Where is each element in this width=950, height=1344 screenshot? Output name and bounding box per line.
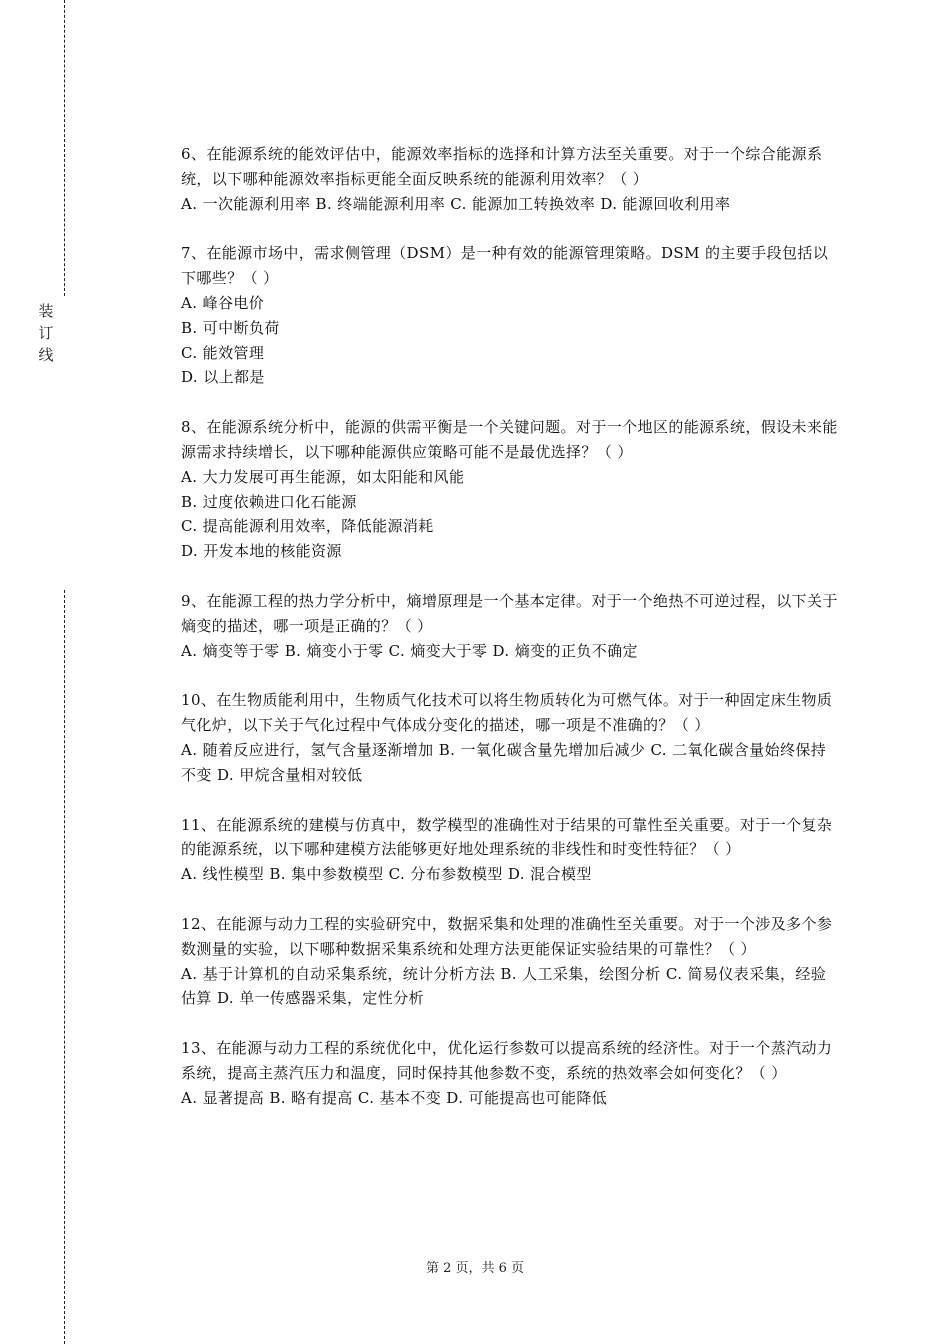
question-options: A. 熵变等于零 B. 熵变小于零 C. 熵变大于零 D. 熵变的正负不确定 — [181, 641, 638, 660]
binding-char: 装 — [38, 302, 54, 320]
question-options: A. 显著提高 B. 略有提高 C. 基本不变 D. 可能提高也可能降低 — [181, 1088, 608, 1107]
question-stem: 12、在能源与动力工程的实验研究中，数据采集和处理的准确性至关重要。对于一个涉及多个参数测量的实验，以下哪种数据采集系统和处理方法更能保证实验结果的可靠性？（ ） — [181, 914, 833, 958]
question-13 — [181, 1036, 841, 1110]
question-options: A. 随着反应进行，氢气含量逐渐增加 B. 一氧化碳含量先增加后减少 C. 二氧化碳含量始终保持不变 D. 甲烷含量相对较低 — [181, 740, 827, 784]
question-11 — [181, 813, 841, 887]
question-12 — [181, 912, 841, 1011]
question-stem: 9、在能源工程的热力学分析中，熵增原理是一个基本定律。对于一个绝热不可逆过程，以下关于熵变的描述，哪一项是正确的？（ ） — [181, 591, 838, 635]
question-stem: 13、在能源与动力工程的系统优化中，优化运行参数可以提高系统的经济性。对于一个蒸汽动力系统，提高主蒸汽压力和温度，同时保持其他参数不变，系统的热效率会如何变化？（ ） — [181, 1039, 833, 1082]
option-c: C. 提高能源利用效率，降低能源消耗 — [181, 517, 434, 536]
option-b: B. 过度依赖进口化石能源 — [181, 492, 357, 511]
question-stem: 10、在生物质能利用中，生物质气化技术可以将生物质转化为可燃气体。对于一种固定床生物质气化炉，以下关于气化过程中气体成分变化的描述，哪一项是不准确的？（ ） — [181, 691, 833, 735]
option-d: D. 开发本地的核能资源 — [181, 542, 342, 561]
question-options: A. 线性模型 B. 集中参数模型 C. 分布参数模型 D. 混合模型 — [181, 865, 592, 884]
question-10 — [181, 688, 841, 787]
question-6 — [181, 142, 841, 216]
question-9 — [181, 589, 841, 663]
question-stem: 11、在能源系统的建模与仿真中，数学模型的准确性对于结果的可靠性至关重要。对于一个复杂的能源系统，以下哪种建模方法能够更好地处理系统的非线性和时变性特征？（ ） — [181, 815, 833, 859]
question-7 — [181, 241, 841, 390]
binding-char: 线 — [38, 346, 54, 364]
question-stem: 8、在能源系统分析中，能源的供需平衡是一个关键问题。对于一个地区的能源系统，假设未来能源需求持续增长，以下哪种能源供应策略可能不是最优选择？（ ） — [181, 418, 838, 461]
option-b: B. 可中断负荷 — [181, 318, 280, 337]
page-number: 第 2 页，共 6 页 — [425, 1261, 525, 1276]
question-list — [181, 142, 841, 1136]
question-stem: 6、在能源系统的能效评估中，能源效率指标的选择和计算方法至关重要。对于一个综合能源系统，以下哪种能源效率指标更能全面反映系统的能源利用效率？（ ） — [181, 145, 823, 188]
option-a: A. 大力发展可再生能源，如太阳能和风能 — [181, 467, 465, 486]
option-a: A. 峰谷电价 — [181, 293, 265, 312]
binding-label — [36, 300, 56, 366]
option-c: C. 能效管理 — [181, 343, 265, 362]
binding-char: 订 — [38, 324, 54, 342]
question-stem: 7、在能源市场中，需求侧管理（DSM）是一种有效的能源管理策略。DSM 的主要手段包括以下哪些？（ ） — [181, 244, 829, 288]
question-options: A. 基于计算机的自动采集系统，统计分析方法 B. 人工采集，绘图分析 C. 简易仪表采集，经验估算 D. 单一传感器采集，定性分析 — [181, 964, 827, 1008]
option-d: D. 以上都是 — [181, 368, 265, 387]
binding-line-top — [64, 0, 65, 296]
question-8 — [181, 415, 841, 564]
binding-line-bottom — [64, 590, 65, 1344]
question-options: A. 一次能源利用率 B. 终端能源利用率 C. 能源加工转换效率 D. 能源回收利用率 — [181, 194, 731, 213]
